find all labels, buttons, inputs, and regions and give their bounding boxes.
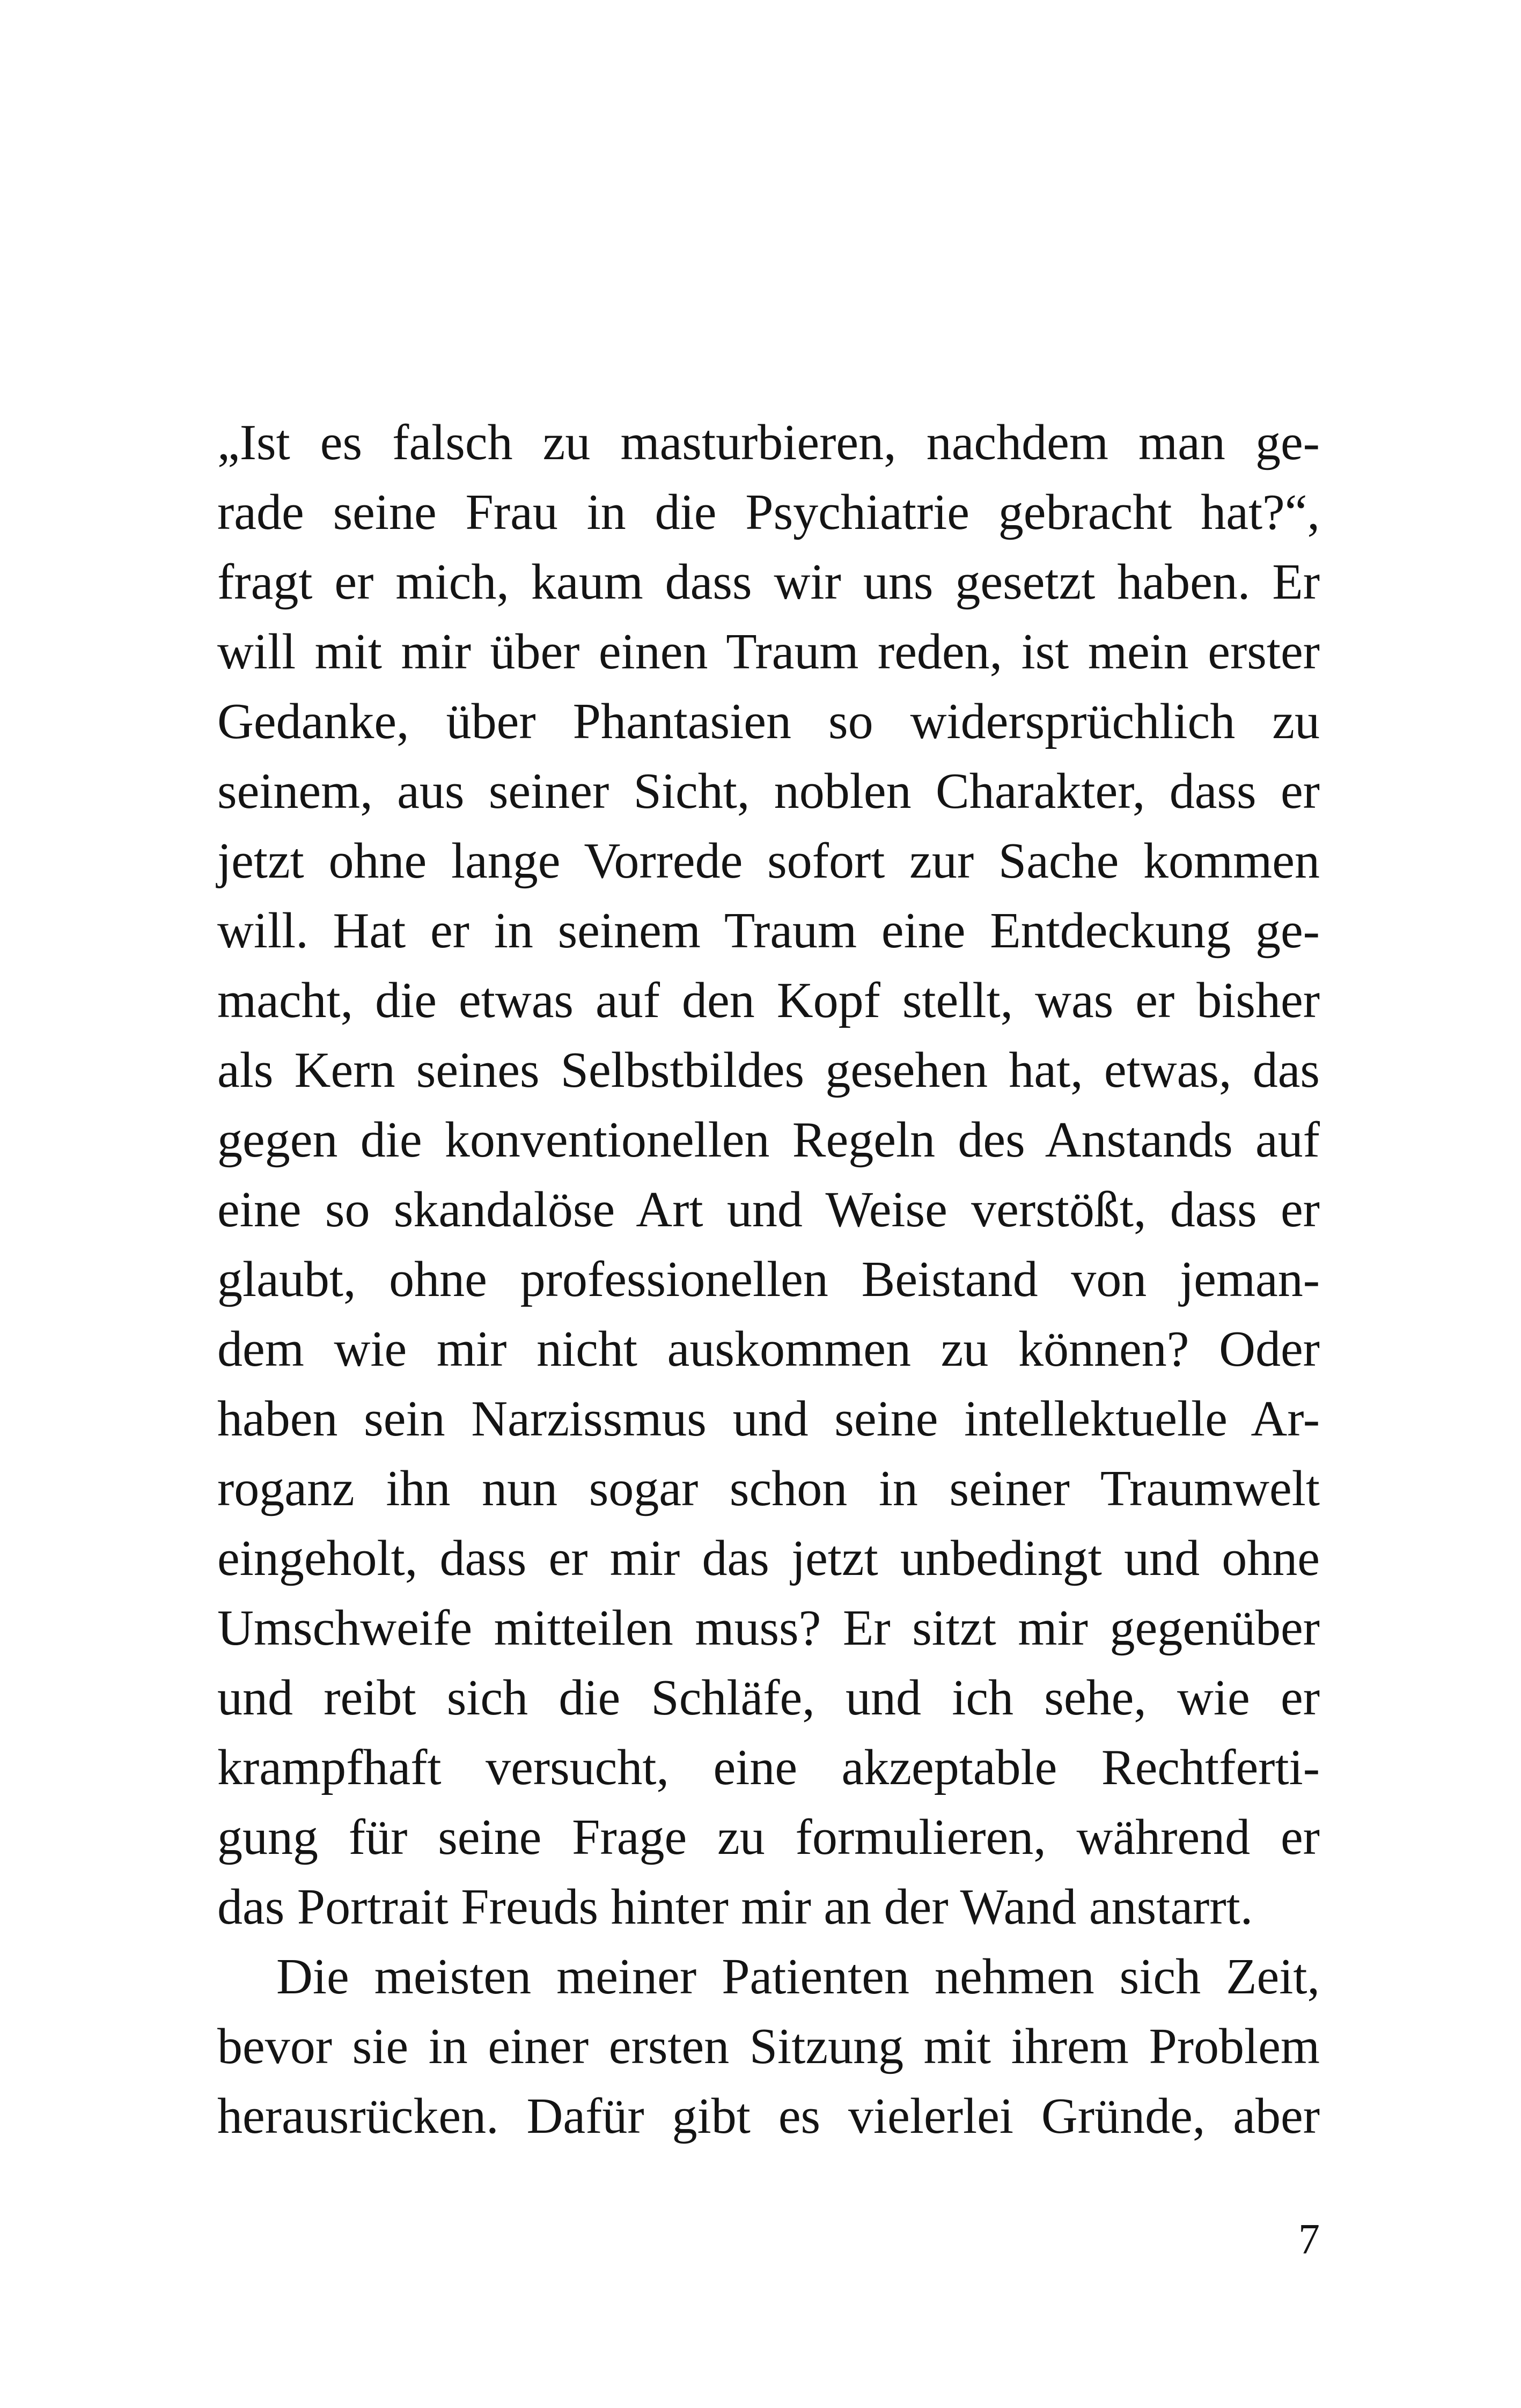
text-line: will mit mir über einen Traum reden, ist mein erster [217,624,1320,680]
text-line: eingeholt, dass er mir das jetzt unbedingt und ohne [217,1530,1320,1586]
text-line: fragt er mich, kaum dass wir uns gesetzt haben. Er [217,554,1320,610]
text-line: gegen die konventionellen Regeln des Anstands auf [217,1112,1320,1168]
text-line: haben sein Narzissmus und seine intellektuelle Ar- [217,1391,1320,1447]
text-line: Umschweife mitteilen muss? Er sitzt mir gegenüber [217,1600,1320,1656]
text-line: eine so skandalöse Art und Weise verstößt, dass er [217,1182,1320,1238]
text-line: will. Hat er in seinem Traum eine Entdeckung ge- [217,903,1320,959]
text-line: seinem, aus seiner Sicht, noblen Charakter, dass er [217,763,1320,819]
paragraph-2 [217,1942,1320,2151]
text-line: und reibt sich die Schläfe, und ich sehe, wie er [217,1670,1320,1726]
text-line: krampfhaft versucht, eine akzeptable Rechtferti- [217,1740,1320,1795]
text-line: macht, die etwas auf den Kopf stellt, was er bisher [217,973,1320,1028]
paragraph-1 [217,408,1320,1942]
text-line: Die meisten meiner Patienten nehmen sich Zeit, [276,1949,1320,2005]
text-line: herausrücken. Dafür gibt es vielerlei Gründe, aber [217,2088,1320,2144]
page-number: 7 [1298,2216,1320,2263]
text-line: „Ist es falsch zu masturbieren, nachdem man ge- [217,415,1320,470]
text-line: bevor sie in einer ersten Sitzung mit ihrem Problem [217,2019,1320,2074]
body-text [217,408,1320,2151]
text-line: als Kern seines Selbstbildes gesehen hat, etwas, das [217,1042,1320,1098]
text-line: rade seine Frau in die Psychiatrie gebracht hat?“, [217,484,1320,540]
text-line: gung für seine Frage zu formulieren, während er [217,1809,1320,1865]
text-line: Gedanke, über Phantasien so widersprüchlich zu [217,694,1320,749]
text-line: roganz ihn nun sogar schon in seiner Traumwelt [217,1461,1320,1516]
text-line: glaubt, ohne professionellen Beistand von jeman- [217,1251,1320,1307]
text-line: jetzt ohne lange Vorrede sofort zur Sache kommen [217,833,1320,889]
text-line: das Portrait Freuds hinter mir an der Wand anstarrt. [217,1879,1253,1935]
text-line: dem wie mir nicht auskommen zu können? Oder [217,1321,1320,1377]
